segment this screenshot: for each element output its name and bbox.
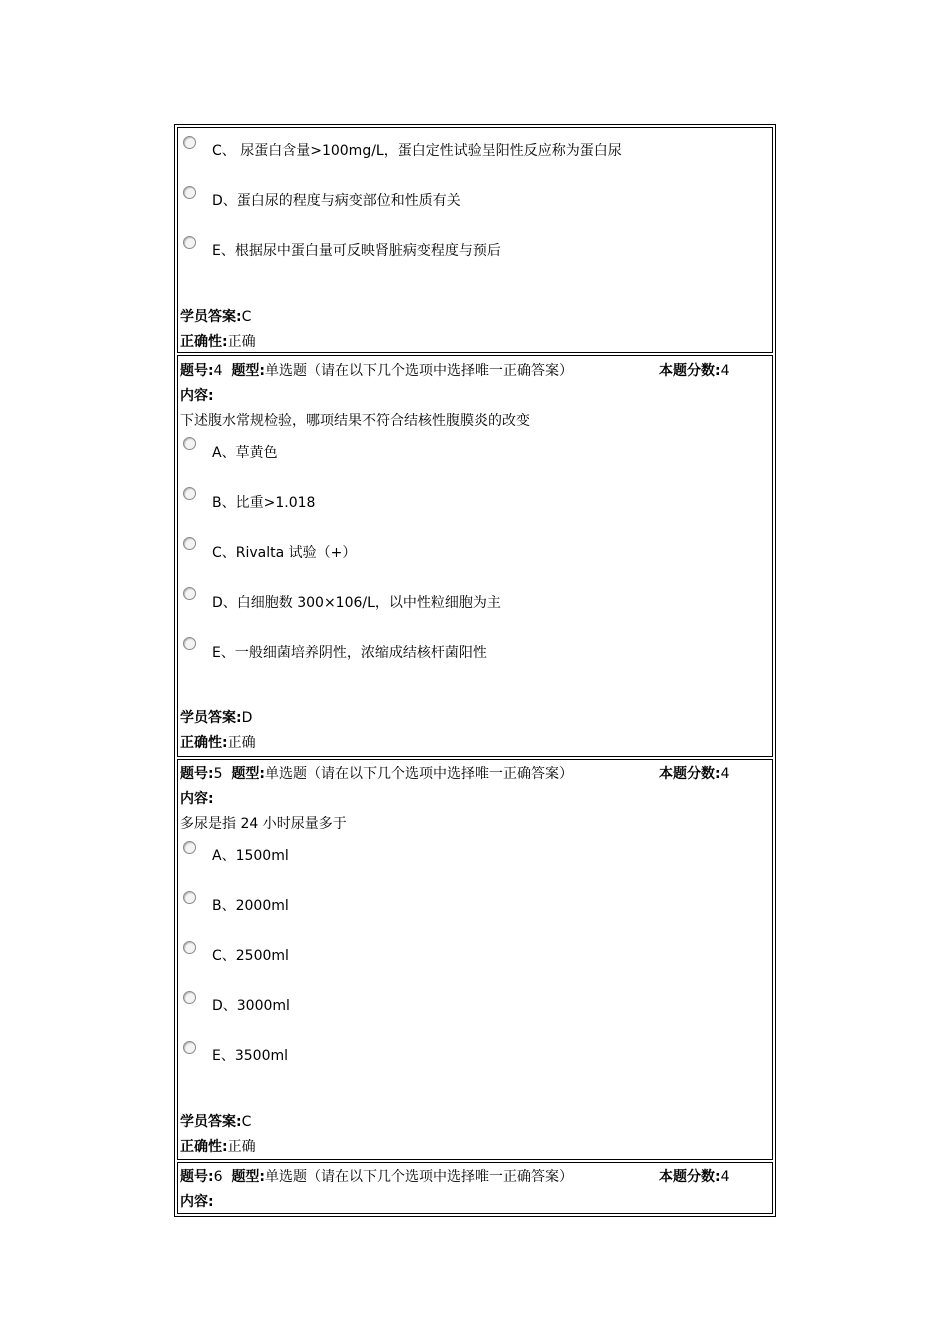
score-value: 4 [720, 363, 730, 379]
content-label: 内容: [180, 1194, 214, 1210]
correctness-label: 正确性: [180, 735, 228, 751]
option-label: D、3000ml [212, 998, 290, 1014]
qno-value: 4 [213, 363, 223, 379]
score-label: 本题分数: [659, 766, 721, 782]
qno-value: 5 [213, 766, 223, 782]
question-header [180, 765, 573, 783]
option-label: A、草黄色 [212, 445, 278, 461]
option-label: E、根据尿中蛋白量可反映肾脏病变程度与预后 [212, 243, 501, 259]
correctness-label: 正确性: [180, 334, 228, 350]
question-5-block [177, 759, 773, 1160]
radio-q4-option-c[interactable] [183, 537, 196, 550]
answer-label: 学员答案: [180, 710, 242, 726]
score-row [659, 1168, 730, 1186]
option-label: D、白细胞数 300×106/L，以中性粒细胞为主 [212, 595, 501, 611]
correctness-row [180, 734, 256, 752]
question-3-block [177, 127, 773, 353]
student-answer-row [180, 308, 251, 326]
radio-q3-option-c[interactable] [183, 136, 196, 149]
score-row [659, 765, 730, 783]
radio-q5-option-c[interactable] [183, 941, 196, 954]
radio-q5-option-e[interactable] [183, 1041, 196, 1054]
student-answer-row [180, 709, 252, 727]
question-text: 多尿是指 24 小时尿量多于 [180, 816, 347, 832]
qno-label: 题号: [180, 1169, 214, 1185]
radio-q5-option-d[interactable] [183, 991, 196, 1004]
radio-q4-option-d[interactable] [183, 587, 196, 600]
qtype-value: 单选题（请在以下几个选项中选择唯一正确答案） [265, 766, 574, 782]
correctness-row [180, 1138, 256, 1156]
radio-q4-option-b[interactable] [183, 487, 196, 500]
answer-label: 学员答案: [180, 1114, 242, 1130]
content-label: 内容: [180, 791, 214, 807]
qtype-label: 题型: [231, 363, 266, 379]
option-label: D、蛋白尿的程度与病变部位和性质有关 [212, 193, 461, 209]
radio-q4-option-e[interactable] [183, 637, 196, 650]
question-header [180, 1168, 573, 1186]
correctness-value: 正确 [227, 1139, 256, 1155]
radio-q3-option-d[interactable] [183, 186, 196, 199]
qtype-value: 单选题（请在以下几个选项中选择唯一正确答案） [265, 1169, 574, 1185]
option-label: E、一般细菌培养阴性，浓缩成结核杆菌阳性 [212, 645, 487, 661]
qtype-value: 单选题（请在以下几个选项中选择唯一正确答案） [265, 363, 574, 379]
qno-label: 题号: [180, 766, 214, 782]
option-label: C、 尿蛋白含量>100mg/L，蛋白定性试验呈阳性反应称为蛋白尿 [212, 143, 622, 159]
radio-q5-option-a[interactable] [183, 841, 196, 854]
answer-value: C [241, 309, 252, 325]
answer-value: D [241, 710, 253, 726]
score-label: 本题分数: [659, 1169, 721, 1185]
radio-q4-option-a[interactable] [183, 437, 196, 450]
option-label: E、3500ml [212, 1048, 289, 1064]
student-answer-row [180, 1113, 251, 1131]
option-label: C、2500ml [212, 948, 289, 964]
radio-q3-option-e[interactable] [183, 236, 196, 249]
score-value: 4 [720, 766, 730, 782]
score-value: 4 [720, 1169, 730, 1185]
radio-q5-option-b[interactable] [183, 891, 196, 904]
question-4-block [177, 355, 773, 757]
content-label: 内容: [180, 388, 214, 404]
correctness-value: 正确 [227, 735, 256, 751]
qno-value: 6 [213, 1169, 223, 1185]
exam-frame [174, 124, 776, 1217]
correctness-label: 正确性: [180, 1139, 228, 1155]
qtype-label: 题型: [231, 1169, 266, 1185]
question-text: 下述腹水常规检验，哪项结果不符合结核性腹膜炎的改变 [180, 413, 530, 429]
option-label: C、Rivalta 试验（+） [212, 545, 357, 561]
option-label: A、1500ml [212, 848, 289, 864]
question-header [180, 362, 573, 380]
option-label: B、比重>1.018 [212, 495, 316, 511]
correctness-value: 正确 [227, 334, 256, 350]
score-row [659, 362, 730, 380]
qno-label: 题号: [180, 363, 214, 379]
answer-label: 学员答案: [180, 309, 242, 325]
qtype-label: 题型: [231, 766, 266, 782]
score-label: 本题分数: [659, 363, 721, 379]
correctness-row [180, 333, 256, 351]
question-6-block [177, 1162, 773, 1214]
answer-value: C [241, 1114, 252, 1130]
option-label: B、2000ml [212, 898, 289, 914]
